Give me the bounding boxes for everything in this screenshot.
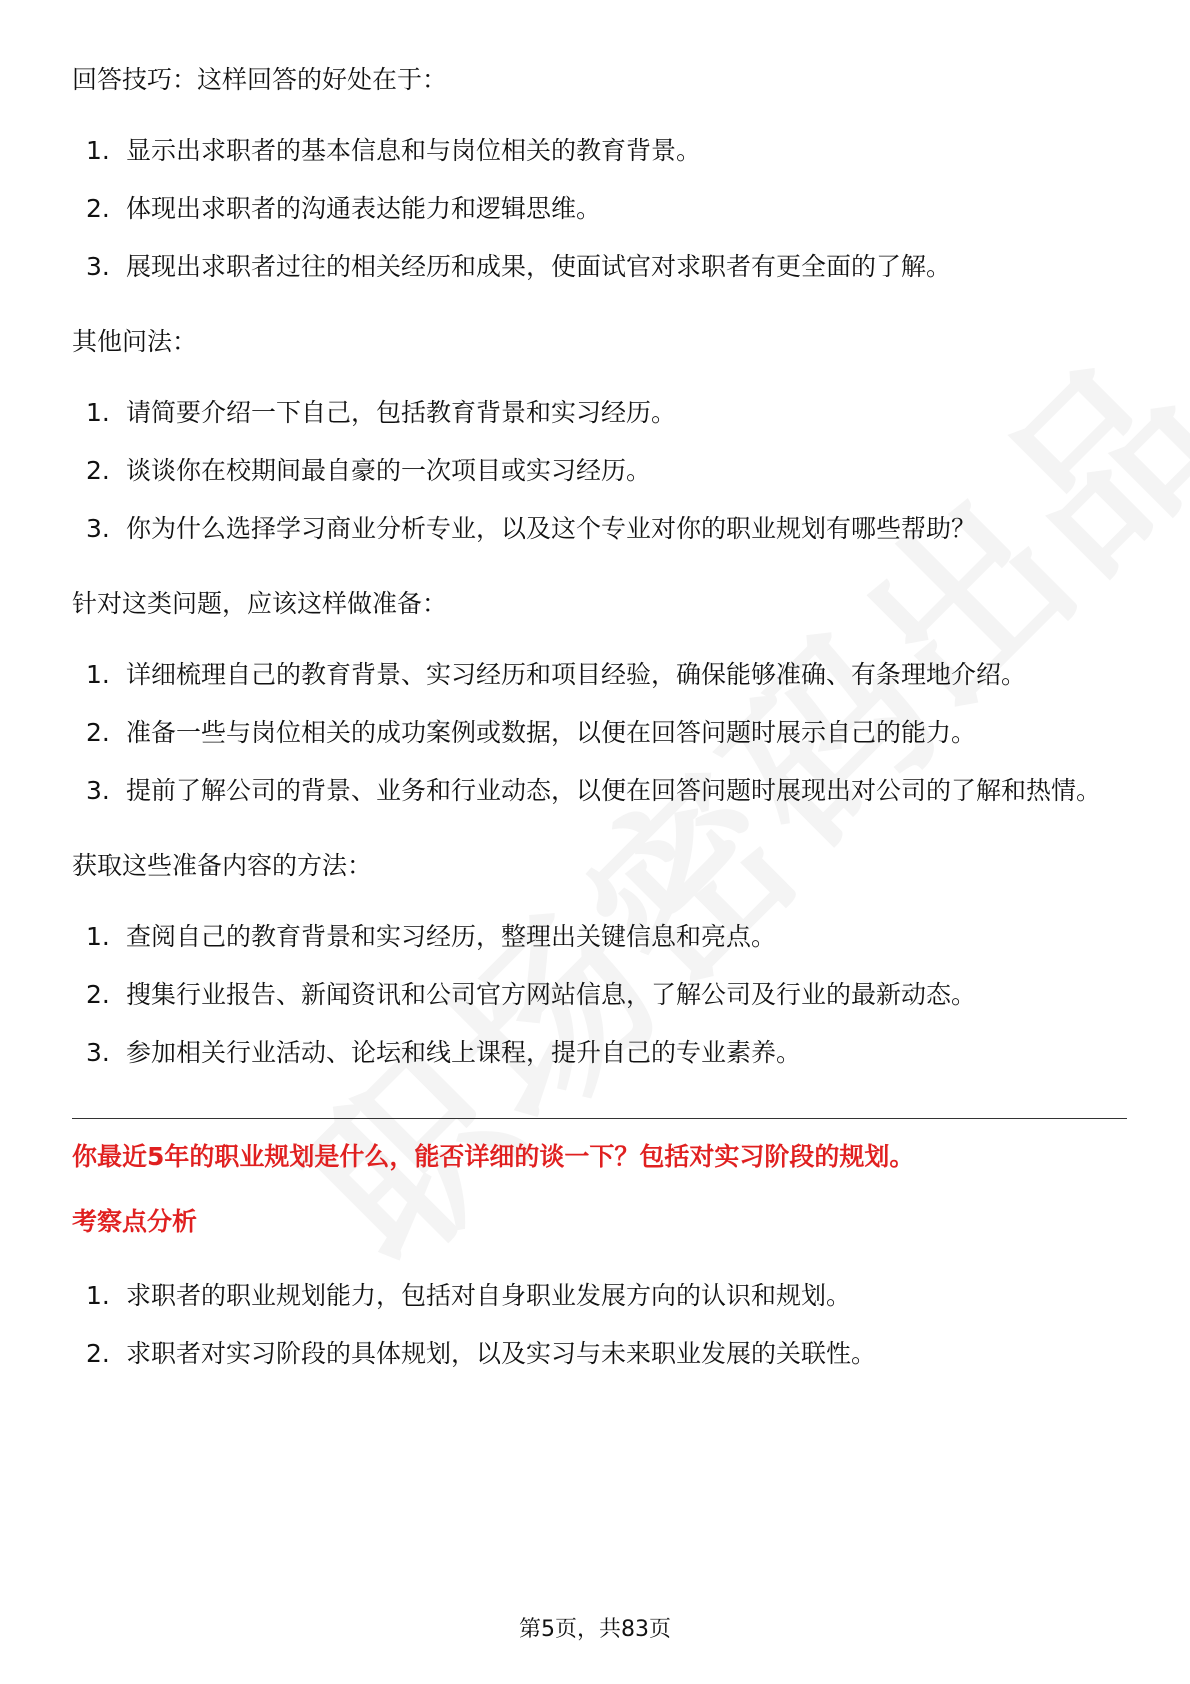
other-questions-list bbox=[72, 384, 1127, 558]
list-item: 1. 显示出求职者的基本信息和与岗位相关的教育背景。 bbox=[86, 136, 702, 165]
page-footer: 第5页，共83页 bbox=[519, 1617, 671, 1642]
analysis-heading: 考察点分析 bbox=[72, 1207, 198, 1236]
methods-list bbox=[72, 908, 1127, 1082]
list-item: 2. 体现出求职者的沟通表达能力和逻辑思维。 bbox=[86, 194, 602, 223]
list-item: 2. 求职者对实习阶段的具体规划，以及实习与未来职业发展的关联性。 bbox=[86, 1339, 877, 1368]
list-item: 1. 请简要介绍一下自己，包括教育背景和实习经历。 bbox=[86, 398, 677, 427]
list-item: 2. 谈谈你在校期间最自豪的一次项目或实习经历。 bbox=[86, 456, 652, 485]
list-item: 3. 展现出求职者过往的相关经历和成果，使面试官对求职者有更全面的了解。 bbox=[86, 252, 952, 281]
list-item: 1. 求职者的职业规划能力，包括对自身职业发展方向的认识和规划。 bbox=[86, 1281, 852, 1310]
list-item: 3. 参加相关行业活动、论坛和线上课程，提升自己的专业素养。 bbox=[86, 1038, 802, 1067]
section-divider bbox=[72, 1118, 1127, 1119]
section-heading-other-questions: 其他问法： bbox=[72, 327, 198, 356]
section-heading-methods: 获取这些准备内容的方法： bbox=[72, 851, 373, 880]
list-item: 2. 准备一些与岗位相关的成功案例或数据，以便在回答问题时展示自己的能力。 bbox=[86, 718, 977, 747]
list-item: 2. 搜集行业报告、新闻资讯和公司官方网站信息，了解公司及行业的最新动态。 bbox=[86, 980, 977, 1009]
list-item: 1. 查阅自己的教育背景和实习经历，整理出关键信息和亮点。 bbox=[86, 922, 777, 951]
section-heading-preparation: 针对这类问题，应该这样做准备： bbox=[72, 589, 448, 618]
section-heading-answer-tips: 回答技巧：这样回答的好处在于： bbox=[72, 65, 448, 94]
answer-tips-list bbox=[72, 122, 1127, 296]
analysis-list bbox=[72, 1267, 1127, 1383]
list-item: 3. 你为什么选择学习商业分析专业，以及这个专业对你的职业规划有哪些帮助？ bbox=[86, 514, 977, 543]
page-content bbox=[72, 60, 1127, 1383]
list-item: 1. 详细梳理自己的教育背景、实习经历和项目经验，确保能够准确、有条理地介绍。 bbox=[86, 660, 1027, 689]
preparation-list bbox=[72, 646, 1127, 820]
list-item: 3. 提前了解公司的背景、业务和行业动态，以便在回答问题时展现出对公司的了解和热情。 bbox=[86, 776, 1102, 805]
question-title: 你最近5年的职业规划是什么，能否详细的谈一下？包括对实习阶段的规划。 bbox=[72, 1142, 915, 1171]
